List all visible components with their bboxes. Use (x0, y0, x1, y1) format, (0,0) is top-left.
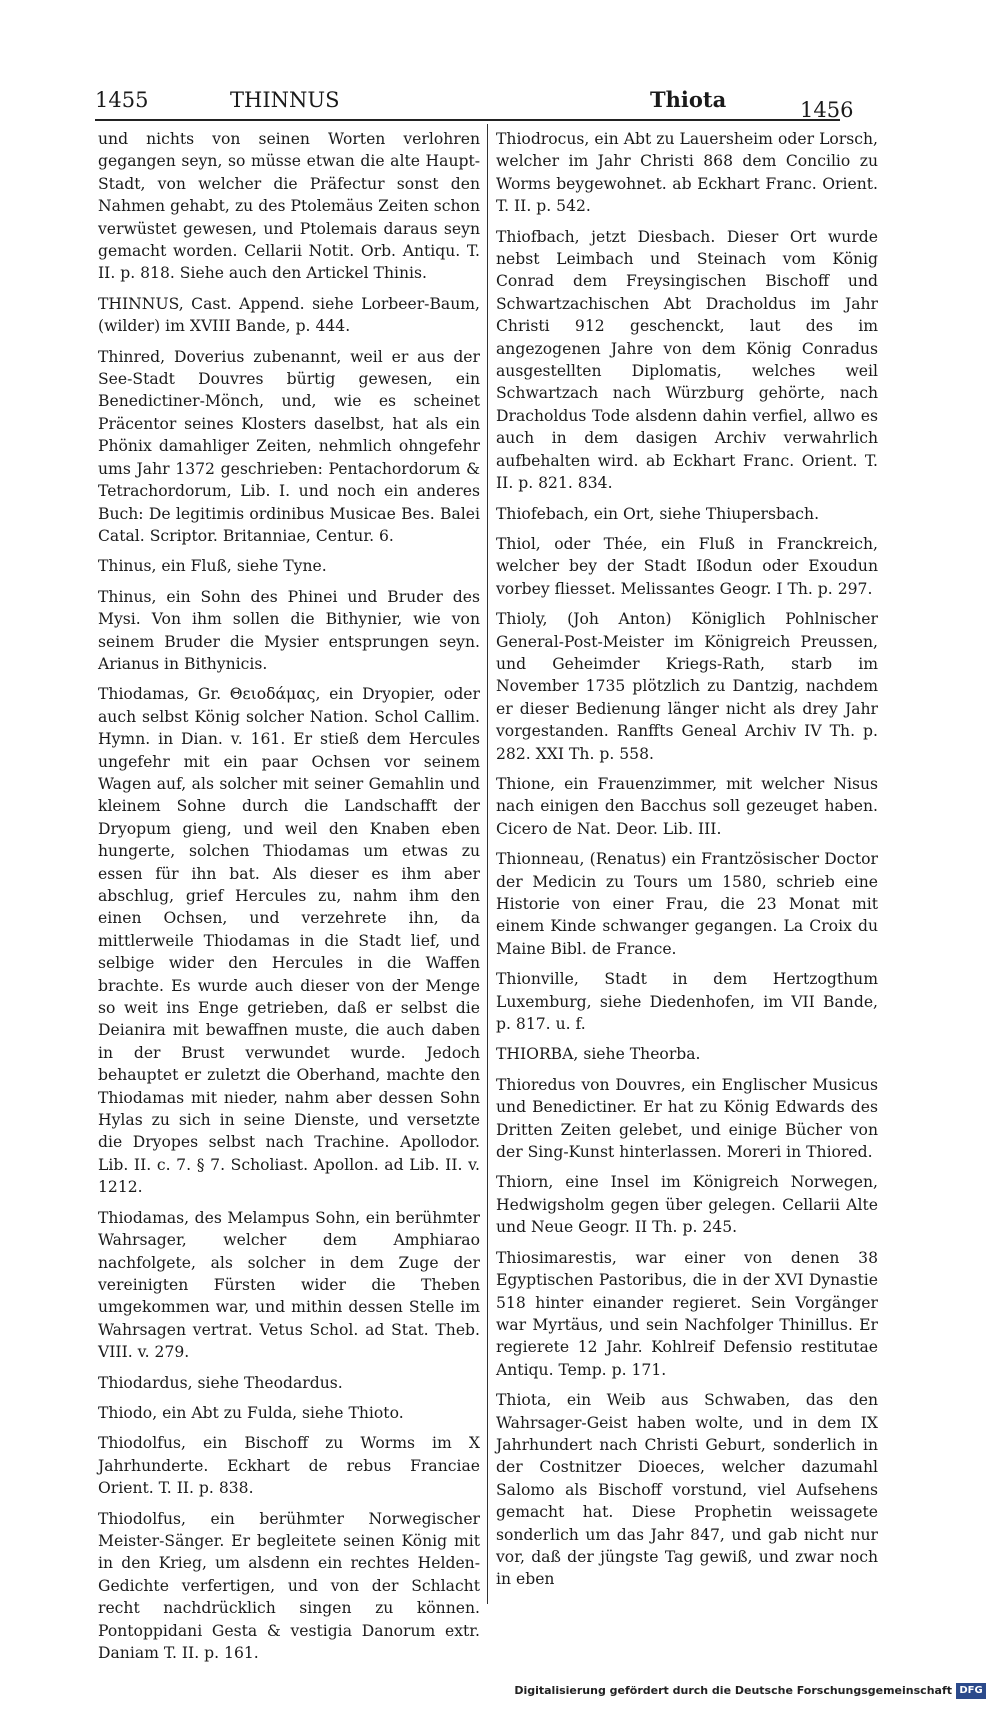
entry-thiorba: THIORBA, siehe Theorba. (496, 1045, 701, 1064)
entry-thiofebach: Thiofebach, ein Ort, siehe Thiupersbach. (496, 504, 820, 523)
column-divider (487, 124, 488, 1604)
entry-thiodolfus-singer: Thiodolfus, ein berühmter Norwegischer Meister-Sänger. Er begleitete seinen König mit in den Krieg, um alsdenn ein rechtes Helden-Gedichte verfertigen, und von der Schlacht recht nachdrücklich singen zu können. Pontoppidani Gesta & vestigia Danorum extr. Daniam T. II. p. 161. (98, 1509, 480, 1662)
entry-thioredus: Thioredus von Douvres, ein Englischer Musicus und Benedictiner. Er hat zu König Edwards des Dritten Zeiten gelebet, und einige Bücher von der Sing-Kunst hinterlassen. Moreri in Thiored. (496, 1075, 878, 1162)
left-column (98, 128, 480, 1672)
running-title-right: Thiota (650, 87, 727, 112)
entry-thiodrocus: Thiodrocus, ein Abt zu Lauersheim oder Lorsch, welcher im Jahr Christi 868 dem Concilio zu Worms beygewohnet. ab Eckhart Franc. Orient. T. II. p. 542. (496, 130, 878, 216)
entry-thinus-river: Thinus, ein Fluß, siehe Tyne. (98, 557, 327, 576)
entry-thionneau: Thionneau, (Renatus) ein Frantzösischer Doctor der Medicin zu Tours um 1580, schrieb eine Historie von einer Frau, die 23 Monat mit einem Kinde schwanger gegangen. La Croix du Maine Bibl. de France. (496, 850, 878, 958)
header-rule (95, 119, 840, 121)
entry-thioly: Thioly, (Joh Anton) Königlich Pohlnischer General-Post-Meister im Königreich Preussen, und Geheimder Kriegs-Rath, starb im November 1735 plötzlich zu Dantzig, nachdem er dieser Bedienung länger nicht als drey Jahr vorgestanden. Ranffts Geneal Archiv IV Th. p. 282. XXI Th. p. 558. (496, 610, 878, 763)
entry-thionville: Thionville, Stadt in dem Hertzogthum Luxemburg, siehe Diedenhofen, im VII Bande, p. 817. u. f. (496, 970, 878, 1034)
entry-thiosimarestis: Thiosimarestis, war einer von denen 38 Egyptischen Pastoribus, die in der XVI Dynastie 518 hinter einander regieret. Sein Vorgänger war Myrtäus, und sein Nachfolger Thinillus. Er regierete 12 Jahr. Kohlreif Defensio restitutae Antiqu. Temp. p. 171. (496, 1248, 878, 1379)
entry-thiol: Thiol, oder Thée, ein Fluß in Franckreich, welcher bey der Stadt Ißodun oder Exoudun vorbey fliesset. Melissantes Geogr. I Th. p. 297. (496, 534, 878, 598)
entry-thinnus: THINNUS, Cast. Append. siehe Lorbeer-Baum, (wilder) im XVIII Bande, p. 444. (98, 294, 480, 336)
entry-thiota: Thiota, ein Weib aus Schwaben, das den Wahrsager-Geist haben wolte, und in dem IX Jahrhundert nach Christi Geburt, sonderlich in der Costnitzer Dioeces, welcher dazumahl Salomo als Bischoff vorstund, viel Aufsehens gemacht hat. Diese Prophetin weissagete sonderlich um das Jahr 847, und gab nicht nur vor, daß der jüngste Tag gewiß, und zwar noch in eben (496, 1391, 878, 1589)
entry-thiofbach: Thiofbach, jetzt Diesbach. Dieser Ort wurde nebst Leimbach und Steinach vom König Conrad dem Freysingischen Bischoff und Schwartzachischen Abt Dracholdus im Jahr Christi 912 geschenckt, laut des im angezogenen Jahre von dem König Conradus ausgestellten Diplomatis, welches weil Schwartzach nach Würzburg gehörte, nach Dracholdus Tode alsdenn dahin verfiel, allwo es auch in dem dasigen Archiv verwahrlich aufbehalten wird. ab Eckhart Franc. Orient. T. II. p. 821. 834. (496, 227, 878, 493)
dfg-logo: DFG (956, 1683, 986, 1699)
right-column (496, 128, 878, 1599)
digitization-footer (0, 1682, 1000, 1704)
entry-thiodo: Thiodo, ein Abt zu Fulda, siehe Thioto. (98, 1403, 404, 1422)
page-number-right: 1456 (800, 98, 854, 122)
entry-thiodardus: Thiodardus, siehe Theodardus. (98, 1373, 343, 1392)
entry-thione: Thione, ein Frauenzimmer, mit welcher Nisus nach einigen den Bacchus soll gezeuget haben. Cicero de Nat. Deor. Lib. III. (496, 774, 878, 838)
running-title-left: THINNUS (230, 88, 340, 112)
page-header (95, 87, 854, 122)
page-number-left: 1455 (95, 88, 149, 112)
entry-thiodolfus-bishop: Thiodolfus, ein Bischoff zu Worms im X Jahrhunderte. Eckhart de rebus Franciae Orient. T. II. p. 838. (98, 1434, 480, 1498)
entry-thinus-son: Thinus, ein Sohn des Phinei und Bruder des Mysi. Von ihm sollen die Bithynier, wie von seinem Bruder die Mysier entsprungen seyn. Arianus in Bithynicis. (98, 587, 480, 673)
entry-thiorn: Thiorn, eine Insel im Königreich Norwegen, Hedwigsholm gegen über gelegen. Cellarii Alte und Neue Geogr. II Th. p. 245. (496, 1173, 878, 1237)
entry-thiodamas-dryopier: Thiodamas, Gr. Θειοδάμας, ein Dryopier, oder auch selbst König solcher Nation. Schol Callim. Hymn. in Dian. v. 161. Er stieß dem Hercules ungefehr mit ein paar Ochsen vor seinem Wagen auf, als solcher mit seiner Gemahlin und kleinem Sohne durch die Landschafft der Dryopum gieng, und weil den Knaben eben hungerte, solchen Thiodamas um etwas zu essen für ihn bat. Als dieser es ihm aber abschlug, grief Hercules zu, nahm ihm den einen Ochsen, und verzehrete ihn, da mittlerweile Thiodamas in die Stadt lief, und selbige wider den Hercules in die Waffen brachte. Es wurde auch dieser von der Menge so weit ins Enge getrieben, daß er selbst die Deianira mit bewaffnen muste, die auch daben in der Brust verwundet wurde. Jedoch behauptet er zuletzt die Oberhand, machte den Thiodamas mit nieder, nahm aber dessen Sohn Hylas zu sich in seine Dienste, und versetzte die Dryopes selbst nach Trachine. Apollodor. Lib. II. c. 7. § 7. Scholiast. Apollon. ad Lib. II. v. 1212. (98, 685, 480, 1197)
entry-thiodamas-melampus: Thiodamas, des Melampus Sohn, ein berühmter Wahrsager, welcher dem Amphiarao nachfolgete, als solcher in dem Zuge der vereinigten Fürsten wider die Theben umgekommen war, und mithin dessen Stelle im Wahrsagen vertrat. Vetus Schol. ad Stat. Theb. VIII. v. 279. (98, 1208, 480, 1362)
funding-note: Digitalisierung gefördert durch die Deutsche Forschungsgemeinschaft (514, 1684, 952, 1697)
entry-continuation: und nichts von seinen Worten verlohren gegangen seyn, so müsse etwan die alte Haupt-Stadt, von welcher die Präfectur sonst den Nahmen gehabt, zu des Ptolemäus Zeiten schon verwüstet gewesen, und Ptolemais daraus seyn gemacht worden. Cellarii Notit. Orb. Antiqu. T. II. p. 818. Siehe auch den Artickel Thinis. (98, 130, 480, 283)
entry-thinred: Thinred, Doverius zubenannt, weil er aus der See-Stadt Douvres bürtig gewesen, ein Benedictiner-Mönch, und, wie es scheinet Präcentor seines Klosters daselbst, hat als ein Phönix damahliger Zeiten, nehmlich ohngefehr ums Jahr 1372 geschrieben: Pentachordorum & Tetrachordorum, Lib. I. und noch ein anderes Buch: De legitimis ordinibus Musicae Bes. Balei Catal. Scriptor. Britanniae, Centur. 6. (98, 347, 480, 545)
